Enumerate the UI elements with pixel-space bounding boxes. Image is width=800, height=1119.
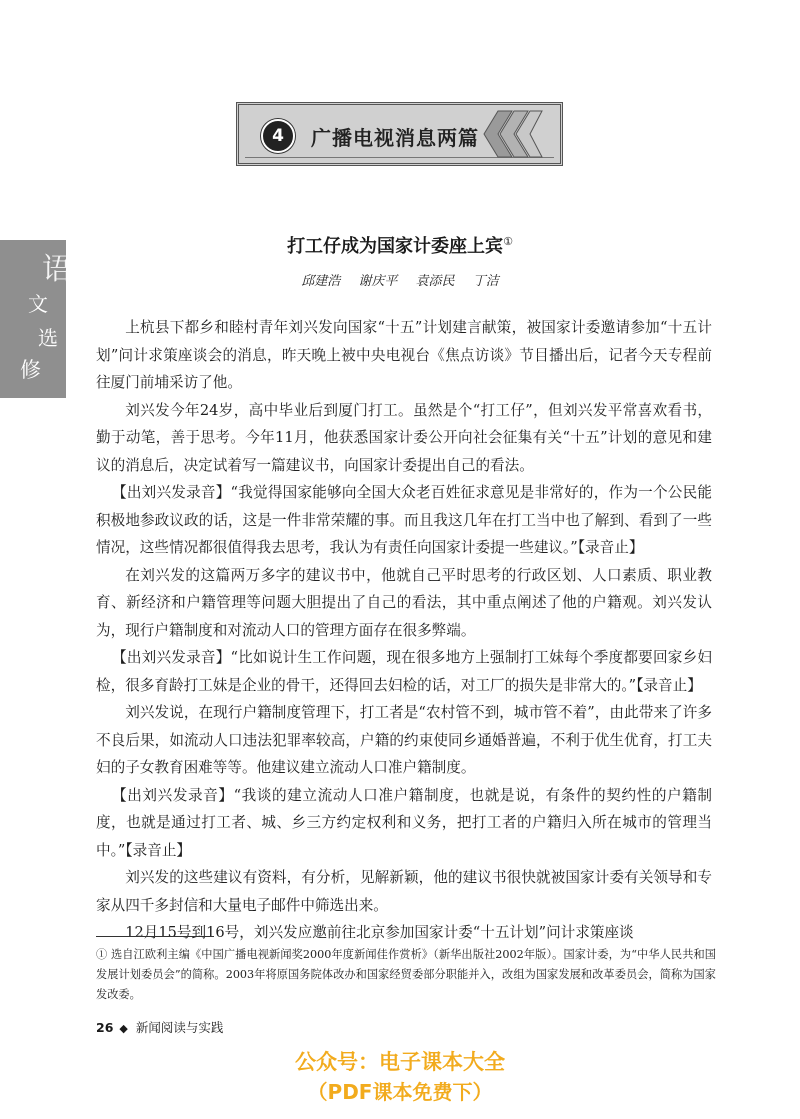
article-authors: 邱建浩 谢庆平 袁添民 丁洁 — [301, 274, 499, 289]
lesson-number-badge: 4 — [261, 119, 295, 153]
lesson-title: 广播电视消息两篇 — [311, 126, 479, 150]
article-body — [96, 314, 712, 947]
watermark-line-1: 公众号：电子课本大全 — [295, 1050, 505, 1074]
lesson-banner — [236, 102, 563, 166]
paragraph: 刘兴发今年24岁，高中毕业后到厦门打工。虽然是个“打工仔”，但刘兴发平常喜欢看书，勤于动笔，善于思考。今年11月，他获悉国家计委公开向社会征集有关“十五”计划的意见和建议的消息后，决定试着写一篇建议书，向国家计委提出自己的看法。 — [96, 401, 712, 474]
footnote-rule — [96, 936, 214, 937]
quote-paragraph: 【出刘兴发录音】“我觉得国家能够向全国大众老百姓征求意见是非常好的，作为一个公民能积极地参政议政的话，这是一件非常荣耀的事。而且我这几年在打工当中也了解到、看到了一些情况，这些情况都很值得我去思考，我认为有责任向国家计委提一些建议。”【录音止】 — [96, 484, 712, 556]
side-tab — [0, 240, 72, 398]
paragraph: 上杭县下都乡和睦村青年刘兴发向国家“十五”计划建言献策，被国家计委邀请参加“十五计划”问计求策座谈会的消息，昨天晚上被中央电视台《焦点访谈》节目播出后，记者今天专程前往厦门前埔采访了他。 — [96, 319, 712, 391]
side-tab-char-1: 语 — [42, 252, 72, 287]
side-tab-char-4: 修 — [20, 358, 41, 382]
paragraph: 12月15号到16号，刘兴发应邀前往北京参加国家计委“十五计划”问计求策座谈 — [125, 924, 634, 941]
chevron-decoration-icon — [482, 109, 544, 159]
watermark-line-2: （PDF课本免费下） — [307, 1080, 493, 1104]
footnote: ① 选自江欧利主编《中国广播电视新闻奖2000年度新闻佳作赏析》（新华出版社2002年版）。国家计委，为“中华人民共和国发展计划委员会”的简称。2003年将原国务院体改办和国家经贸委部分职能并入，改组为国家发展和改革委员会，简称为国家发改委。 — [96, 948, 716, 1001]
diamond-icon: ◆ — [119, 1022, 128, 1035]
quote-paragraph: 【出刘兴发录音】“我谈的建立流动人口准户籍制度，也就是说，有条件的契约性的户籍制度，也就是通过打工者、城、乡三方约定权利和义务，把打工者的户籍归入所在城市的管理当中。”【录音止】 — [96, 786, 712, 859]
paragraph: 刘兴发说，在现行户籍制度管理下，打工者是“农村管不到，城市管不着”，由此带来了许多不良后果，如流动人口违法犯罪率较高，户籍的约束使同乡通婚普遍，不利于优生优育，打工夫妇的子女教育困难等等。他建议建立流动人口准户籍制度。 — [96, 704, 712, 776]
side-tab-char-2: 文 — [28, 292, 48, 316]
paragraph: 在刘兴发的这篇两万多字的建议书中，他就自己平时思考的行政区划、人口素质、职业教育、新经济和户籍管理等问题大胆提出了自己的看法，其中重点阐述了他的户籍观。刘兴发认为，现行户籍制度和对流动人口的管理方面存在很多弊端。 — [96, 566, 712, 639]
book-title: 新闻阅读与实践 — [135, 1020, 224, 1035]
article-title — [0, 232, 800, 258]
side-tab-char-3: 选 — [38, 326, 58, 350]
page-footer — [96, 1018, 223, 1036]
footnote-marker: ① — [503, 235, 513, 248]
page-number: 26 — [96, 1020, 114, 1035]
article-title-text: 打工仔成为国家计委座上宾 — [287, 236, 504, 257]
quote-paragraph: 【出刘兴发录音】“比如说计生工作问题，现在很多地方上强制打工妹每个季度都要回家乡妇检，很多育龄打工妹是企业的骨干，还得回去妇检的话，对工厂的损失是非常大的。”【录音止】 — [96, 649, 712, 694]
paragraph: 刘兴发的这些建议有资料，有分析，见解新颖，他的建议书很快就被国家计委有关领导和专家从四千多封信和大量电子邮件中筛选出来。 — [96, 869, 712, 914]
